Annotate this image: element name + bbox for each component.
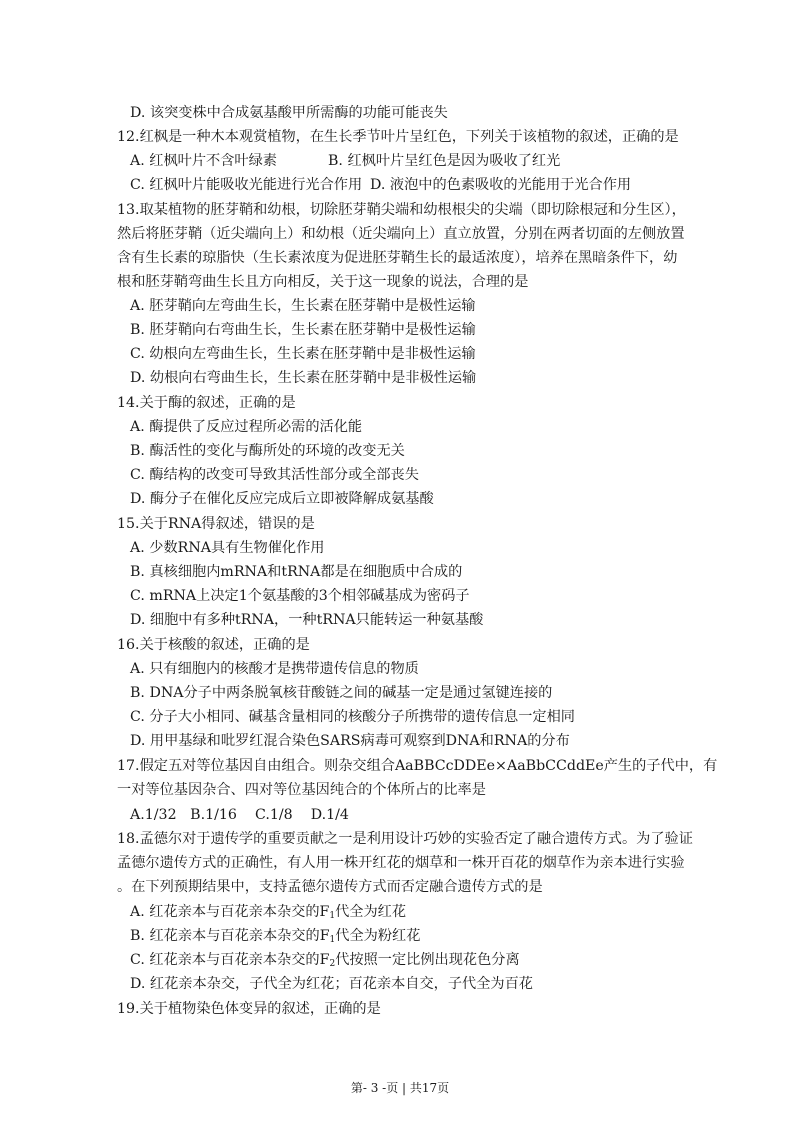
q11-option-d: D. 该突变株中合成氨基酸甲所需酶的功能可能丧失 <box>130 105 448 121</box>
q18-option-d: D. 红花亲本杂交，子代全为红花；百花亲本自交，子代全为百花 <box>130 976 533 992</box>
q17-stem-line-1: 17.假定五对等位基因自由组合。则杂交组合AaBBCcDDEe×AaBbCCddEe产生的子代中，有 <box>117 758 718 774</box>
q15-option-b: B. 真核细胞内mRNA和tRNA都是在细胞质中合成的 <box>130 564 463 580</box>
page-footer: 第- 3 -页 | 共17页 <box>350 1081 450 1095</box>
q16-option-a: A. 只有细胞内的核酸才是携带遗传信息的物质 <box>130 661 419 677</box>
q18-stem-line-3: 。在下列预期结果中，支持孟德尔遗传方式而否定融合遗传方式的是 <box>117 879 543 895</box>
q14-stem: 14.关于酶的叙述，正确的是 <box>117 395 296 411</box>
q13-option-a: A. 胚芽鞘向左弯曲生长，生长素在胚芽鞘中是极性运输 <box>130 298 476 314</box>
q13-option-c: C. 幼根向左弯曲生长，生长素在胚芽鞘中是非极性运输 <box>130 346 476 362</box>
q14-option-a: A. 酶提供了反应过程所必需的活化能 <box>130 419 363 435</box>
q12-option-c: C. 红枫叶片能吸收光能进行光合作用 <box>130 177 363 193</box>
q18-option-b: B. 红花亲本与百花亲本杂交的$F_1$代全为粉红花 <box>130 928 421 945</box>
q18-option-c: C. 红花亲本与百花亲本杂交的$F_2$代按照一定比例出现花色分离 <box>130 952 520 969</box>
q16-option-d: D. 用甲基绿和吡罗红混合染色SARS病毒可观察到DNA和RNA的分布 <box>130 733 570 749</box>
q13-stem-line-1: 13.取某植物的胚芽鞘和幼根，切除胚芽鞘尖端和幼根根尖的尖端（即切除根冠和分生区）， <box>117 202 686 218</box>
q13-stem-line-2: 然后将胚芽鞘（近尖端向上）和幼根（近尖端向上）直立放置，分别在两者切面的左侧放置 <box>117 226 685 242</box>
q13-option-b: B. 胚芽鞘向右弯曲生长，生长素在胚芽鞘中是极性运输 <box>130 322 476 338</box>
q12-option-b: B. 红枫叶片呈红色是因为吸收了红光 <box>328 153 561 169</box>
q12-option-d: D. 液泡中的色素吸收的光能用于光合作用 <box>370 177 632 193</box>
q17-options: A.1/32 B.1/16 C.1/8 D.1/4 <box>130 807 349 823</box>
q14-option-b: B. 酶活性的变化与酶所处的环境的改变无关 <box>130 443 405 459</box>
q15-option-a: A. 少数RNA具有生物催化作用 <box>130 540 325 556</box>
q13-option-d: D. 幼根向右弯曲生长，生长素在胚芽鞘中是非极性运输 <box>130 370 477 386</box>
q12-stem: 12.红枫是一种木本观赏植物，在生长季节叶片呈红色，下列关于该植物的叙述，正确的是 <box>117 129 679 145</box>
q16-option-c: C. 分子大小相同、碱基含量相同的核酸分子所携带的遗传信息一定相同 <box>130 709 575 725</box>
q14-option-c: C. 酶结构的改变可导致其活性部分或全部丧失 <box>130 467 419 483</box>
q15-stem: 15.关于RNA得叙述，错误的是 <box>117 516 315 532</box>
q18-stem-line-2: 孟德尔遗传方式的正确性，有人用一株开红花的烟草和一株开百花的烟草作为亲本进行实验 <box>117 855 685 871</box>
q18-option-a: A. 红花亲本与百花亲本杂交的$F_1$代全为红花 <box>130 904 407 921</box>
q19-stem: 19.关于植物染色体变异的叙述，正确的是 <box>117 1001 381 1017</box>
q13-stem-line-3: 含有生长素的琼脂快（生长素浓度为促进胚芽鞘生长的最适浓度），培养在黑暗条件下，幼 <box>117 250 678 266</box>
q17-stem-line-2: 一对等位基因杂合、四对等位基因纯合的个体所占的比率是 <box>117 782 486 798</box>
q15-option-c: C. mRNA上决定1个氨基酸的3个相邻碱基成为密码子 <box>130 588 470 604</box>
q16-option-b: B. DNA分子中两条脱氧核苷酸链之间的碱基一定是通过氢键连接的 <box>130 685 553 701</box>
q13-stem-line-4: 根和胚芽鞘弯曲生长且方向相反，关于这一现象的说法，合理的是 <box>117 274 529 290</box>
q18-stem-line-1: 18.孟德尔对于遗传学的重要贡献之一是利用设计巧妙的实验否定了融合遗传方式。为了验证 <box>117 831 693 847</box>
q12-option-a: A. 红枫叶片不含叶绿素 <box>130 153 277 169</box>
q14-option-d: D. 酶分子在催化反应完成后立即被降解成氨基酸 <box>130 491 434 507</box>
q16-stem: 16.关于核酸的叙述，正确的是 <box>117 637 310 653</box>
q15-option-d: D. 细胞中有多种tRNA，一种tRNA只能转运一种氨基酸 <box>130 612 484 628</box>
